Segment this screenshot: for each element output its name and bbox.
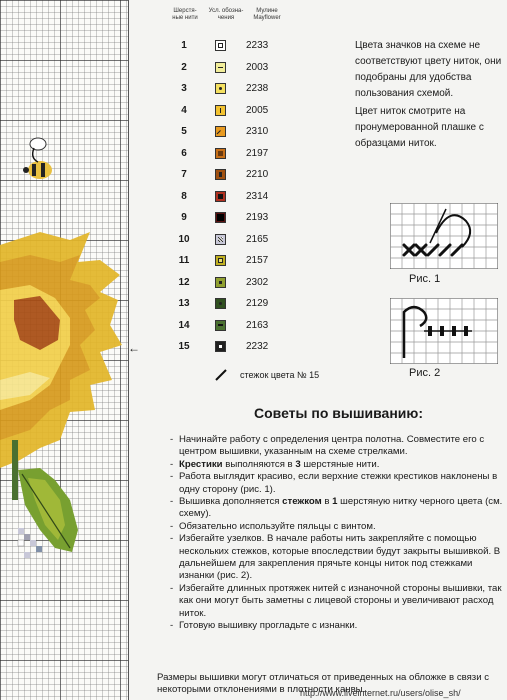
legend-row bbox=[170, 81, 300, 103]
stitch-symbol-icon bbox=[215, 83, 226, 94]
legend-row bbox=[170, 339, 300, 361]
stitch-symbol-icon bbox=[215, 62, 226, 73]
stitch-symbol-icon bbox=[215, 40, 226, 51]
legend-row bbox=[170, 296, 300, 318]
tip-item: - Готовую вышивку прогладьте с изнанки. bbox=[168, 620, 504, 632]
backstitch-label: стежок цвета № 15 bbox=[240, 370, 320, 380]
color-note bbox=[355, 38, 505, 154]
thread-code: 2005 bbox=[246, 104, 269, 116]
stitch-symbol-icon bbox=[215, 148, 226, 159]
legend-row bbox=[170, 318, 300, 340]
thread-code: 2197 bbox=[246, 147, 269, 159]
legend-row bbox=[170, 60, 300, 82]
thread-number: 10 bbox=[178, 233, 190, 245]
figure-2-thread-fastening-diagram bbox=[390, 298, 498, 364]
tip-item: - Избегайте узелков. В начале работы нить закрепляйте с помощью нескольких стежков, которые впоследствии будут закрыты вышивкой. В дальнейшем для закрепления прячьте концы ниток под стежками изнанки (рис. 2). bbox=[168, 533, 504, 583]
stitch-symbol-icon bbox=[215, 341, 226, 352]
stitch-symbol-icon bbox=[215, 105, 226, 116]
stitch-symbol-icon bbox=[215, 169, 226, 180]
legend-row bbox=[170, 103, 300, 125]
tip-item: - Вышивка дополняется стежком в 1 шерстяную нитку черного цвета (см. схему). bbox=[168, 496, 504, 521]
thread-number: 12 bbox=[178, 276, 190, 288]
legend-row bbox=[170, 146, 300, 168]
sunflower-petals bbox=[0, 232, 122, 468]
stitch-symbol-icon bbox=[215, 277, 226, 288]
figure-1-label: Рис. 1 bbox=[409, 273, 441, 285]
thread-number: 1 bbox=[181, 40, 187, 51]
watermark-url: http://www.liveinternet.ru/users/olise_sh/ bbox=[300, 688, 461, 698]
header-symbol: Усл. обозна-чения bbox=[208, 8, 244, 21]
thread-note-text: Цвет ниток смотрите на пронумерованной плашке с образцами ниток. bbox=[355, 106, 484, 149]
thread-code: 2129 bbox=[246, 298, 269, 309]
thread-code: 2210 bbox=[246, 169, 269, 180]
figure-1-cross-stitch-diagram bbox=[390, 203, 498, 269]
thread-number: 2 bbox=[181, 61, 187, 73]
thread-code: 2238 bbox=[246, 83, 269, 94]
stitch-symbol-icon bbox=[215, 212, 226, 223]
legend-row bbox=[170, 189, 300, 211]
thread-code: 2157 bbox=[246, 255, 269, 266]
legend-row bbox=[170, 275, 300, 297]
stitch-symbol-icon bbox=[215, 126, 226, 137]
stitch-symbol-icon bbox=[215, 234, 226, 245]
thread-number: 4 bbox=[181, 104, 187, 116]
thread-number: 5 bbox=[181, 126, 187, 137]
legend-row bbox=[170, 124, 300, 146]
thread-code: 2193 bbox=[246, 212, 269, 223]
thread-code: 2003 bbox=[246, 61, 269, 73]
legend-row bbox=[170, 253, 300, 275]
stitch-symbol-icon bbox=[215, 298, 226, 309]
legend-row bbox=[170, 210, 300, 232]
thread-code: 2310 bbox=[246, 126, 269, 137]
tip-item: - Избегайте длинных протяжек нитей с изнаночной стороны вышивки, так как они могут быть заметны с лицевой стороны и увеличивают расход ниток. bbox=[168, 583, 504, 620]
tips-title: Советы по вышиванию: bbox=[254, 405, 424, 421]
thread-number: 3 bbox=[181, 83, 187, 94]
legend-row bbox=[170, 38, 300, 60]
figure-2-label: Рис. 2 bbox=[409, 367, 441, 379]
thread-code: 2163 bbox=[246, 319, 269, 331]
flower-buds bbox=[18, 528, 42, 558]
bee bbox=[23, 138, 52, 179]
legend-row bbox=[170, 167, 300, 189]
backstitch-line-icon bbox=[214, 368, 228, 382]
legend-header bbox=[168, 8, 288, 36]
color-note-text: Цвета значков на схеме не соответствуют цвету ниток, они подобраны для удобства пользования схемой. bbox=[355, 40, 502, 99]
thread-number: 6 bbox=[181, 147, 187, 159]
thread-legend bbox=[170, 38, 300, 361]
stitch-symbol-icon bbox=[215, 320, 226, 331]
cross-stitch-chart bbox=[0, 0, 129, 700]
stitch-symbol-icon bbox=[215, 255, 226, 266]
size-disclaimer: Размеры вышивки могут отличаться от приведенных на обложке в связи с некоторыми отклонениями в плотности канвы. bbox=[157, 672, 490, 695]
tip-item: - Начинайте работу с определения центра полотна. Совместите его с центром вышивки, указанным на схеме стрелками. bbox=[168, 434, 504, 459]
header-brand: Мулине Mayflower bbox=[253, 8, 281, 21]
thread-number: 7 bbox=[181, 169, 187, 180]
tip-item: - Обязательно используйте пяльцы с винтом. bbox=[168, 521, 504, 533]
legend-row bbox=[170, 232, 300, 254]
backstitch-legend bbox=[210, 368, 390, 384]
thread-number: 14 bbox=[178, 319, 190, 331]
thread-number: 8 bbox=[181, 190, 187, 202]
thread-number: 13 bbox=[178, 298, 190, 309]
thread-code: 2233 bbox=[246, 40, 269, 51]
thread-code: 2302 bbox=[246, 276, 269, 288]
thread-code: 2165 bbox=[246, 233, 269, 245]
center-arrow-icon: ← bbox=[128, 341, 140, 355]
thread-number: 11 bbox=[178, 255, 190, 266]
sunflower-pattern bbox=[0, 0, 128, 700]
tips-list bbox=[168, 434, 504, 633]
thread-code: 2232 bbox=[246, 341, 269, 352]
stitch-symbol-icon bbox=[215, 191, 226, 202]
thread-number: 9 bbox=[181, 212, 187, 223]
tip-item: - Работа выглядит красиво, если верхние стежки крестиков наклонены в одну сторону (рис. 1). bbox=[168, 471, 504, 496]
thread-number: 15 bbox=[178, 341, 190, 352]
header-skeins: Шерстя-ные нити bbox=[172, 8, 198, 21]
thread-code: 2314 bbox=[246, 190, 269, 202]
tip-item: - Крестики выполняются в 3 шерстяные нити. bbox=[168, 459, 504, 471]
stem bbox=[12, 440, 18, 500]
